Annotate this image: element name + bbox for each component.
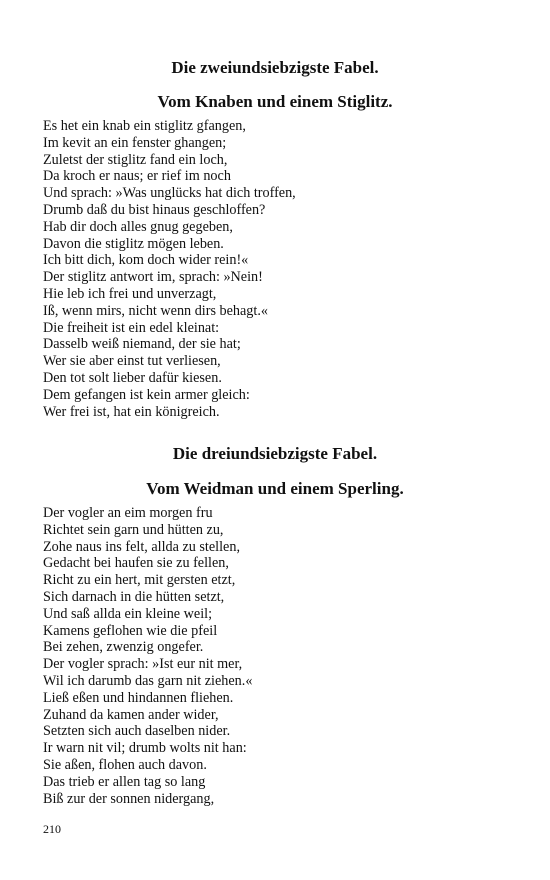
poem-line: Zuletst der stiglitz fand ein loch,: [43, 151, 228, 168]
poem-line: Richt zu ein hert, mit gersten etzt,: [43, 572, 236, 589]
poem-line: Und saß allda ein kleine weil;: [43, 605, 213, 622]
poem-line: Dem gefangen ist kein armer gleich:: [43, 386, 250, 403]
poem-line: Hab dir doch alles gnug gegeben,: [43, 218, 233, 235]
fable-72-poem: [43, 118, 296, 420]
poem-line: Der vogler an eim morgen fru: [43, 505, 213, 521]
poem-line: Das trieb er allen tag so lang: [43, 773, 206, 790]
poem-line: Und sprach: »Was unglücks hat dich troffen,: [43, 185, 296, 202]
poem-line: Sich darnach in die hütten setzt,: [43, 588, 225, 605]
poem-line: Kamens geflohen wie die pfeil: [43, 622, 218, 639]
poem-line: Der vogler sprach: »Ist eur nit mer,: [43, 656, 243, 673]
poem-line: Sie aßen, flohen auch davon.: [43, 756, 207, 773]
poem-line: Die freiheit ist ein edel kleinat:: [43, 319, 220, 336]
fable-73-subtitle: Vom Weidman und einem Sperling.: [146, 479, 404, 498]
fable-73-title: Die dreiundsiebzigste Fabel.: [172, 444, 378, 463]
poem-line: Zuhand da kamen ander wider,: [43, 706, 219, 723]
poem-line: Ich bitt dich, kom doch wider rein!«: [43, 252, 249, 269]
poem-line: Wer frei ist, hat ein königreich.: [43, 403, 220, 420]
poem-line: Wil ich darumb das garn nit ziehen.«: [43, 672, 253, 689]
poem-line: Im kevit an ein fenster ghangen;: [43, 134, 227, 151]
poem-line: Iß, wenn mirs, nicht wenn dirs behagt.«: [43, 302, 268, 319]
poem-line: Bei zehen, zwenzig ongefer.: [43, 639, 204, 656]
poem-line: Zohe naus ins felt, allda zu stellen,: [43, 538, 240, 555]
poem-line: Davon die stiglitz mögen leben.: [43, 235, 224, 252]
poem-line: Da kroch er naus; er rief im noch: [43, 168, 231, 185]
poem-line: Hie leb ich frei und unverzagt,: [43, 285, 217, 302]
page-number: 210: [43, 822, 61, 836]
poem-line: Drumb daß du bist hinaus geschloffen?: [43, 201, 266, 218]
fable-72-title: Die zweiundsiebzigste Fabel.: [171, 58, 379, 77]
poem-line: Den tot solt lieber dafür kiesen.: [43, 369, 222, 386]
poem-line: Dasselb weiß niemand, der sie hat;: [43, 336, 241, 353]
poem-line: Wer sie aber einst tut verliesen,: [43, 353, 221, 370]
poem-line: Es het ein knab ein stiglitz gfangen,: [43, 118, 246, 134]
poem-line: Setzten sich auch daselben nider.: [43, 723, 231, 740]
poem-line: Ir warn nit vil; drumb wolts nit han:: [43, 740, 247, 757]
fable-72-subtitle: Vom Knaben und einem Stiglitz.: [157, 92, 393, 111]
poem-line: Richtet sein garn und hütten zu,: [43, 521, 224, 538]
fable-73-poem: [43, 505, 252, 807]
poem-line: Ließ eßen und hindannen fliehen.: [43, 689, 234, 706]
poem-line: Der stiglitz antwort im, sprach: »Nein!: [43, 269, 263, 286]
poem-line: Gedacht bei haufen sie zu fellen,: [43, 555, 229, 572]
poem-line: Biß zur der sonnen nidergang,: [43, 790, 215, 807]
